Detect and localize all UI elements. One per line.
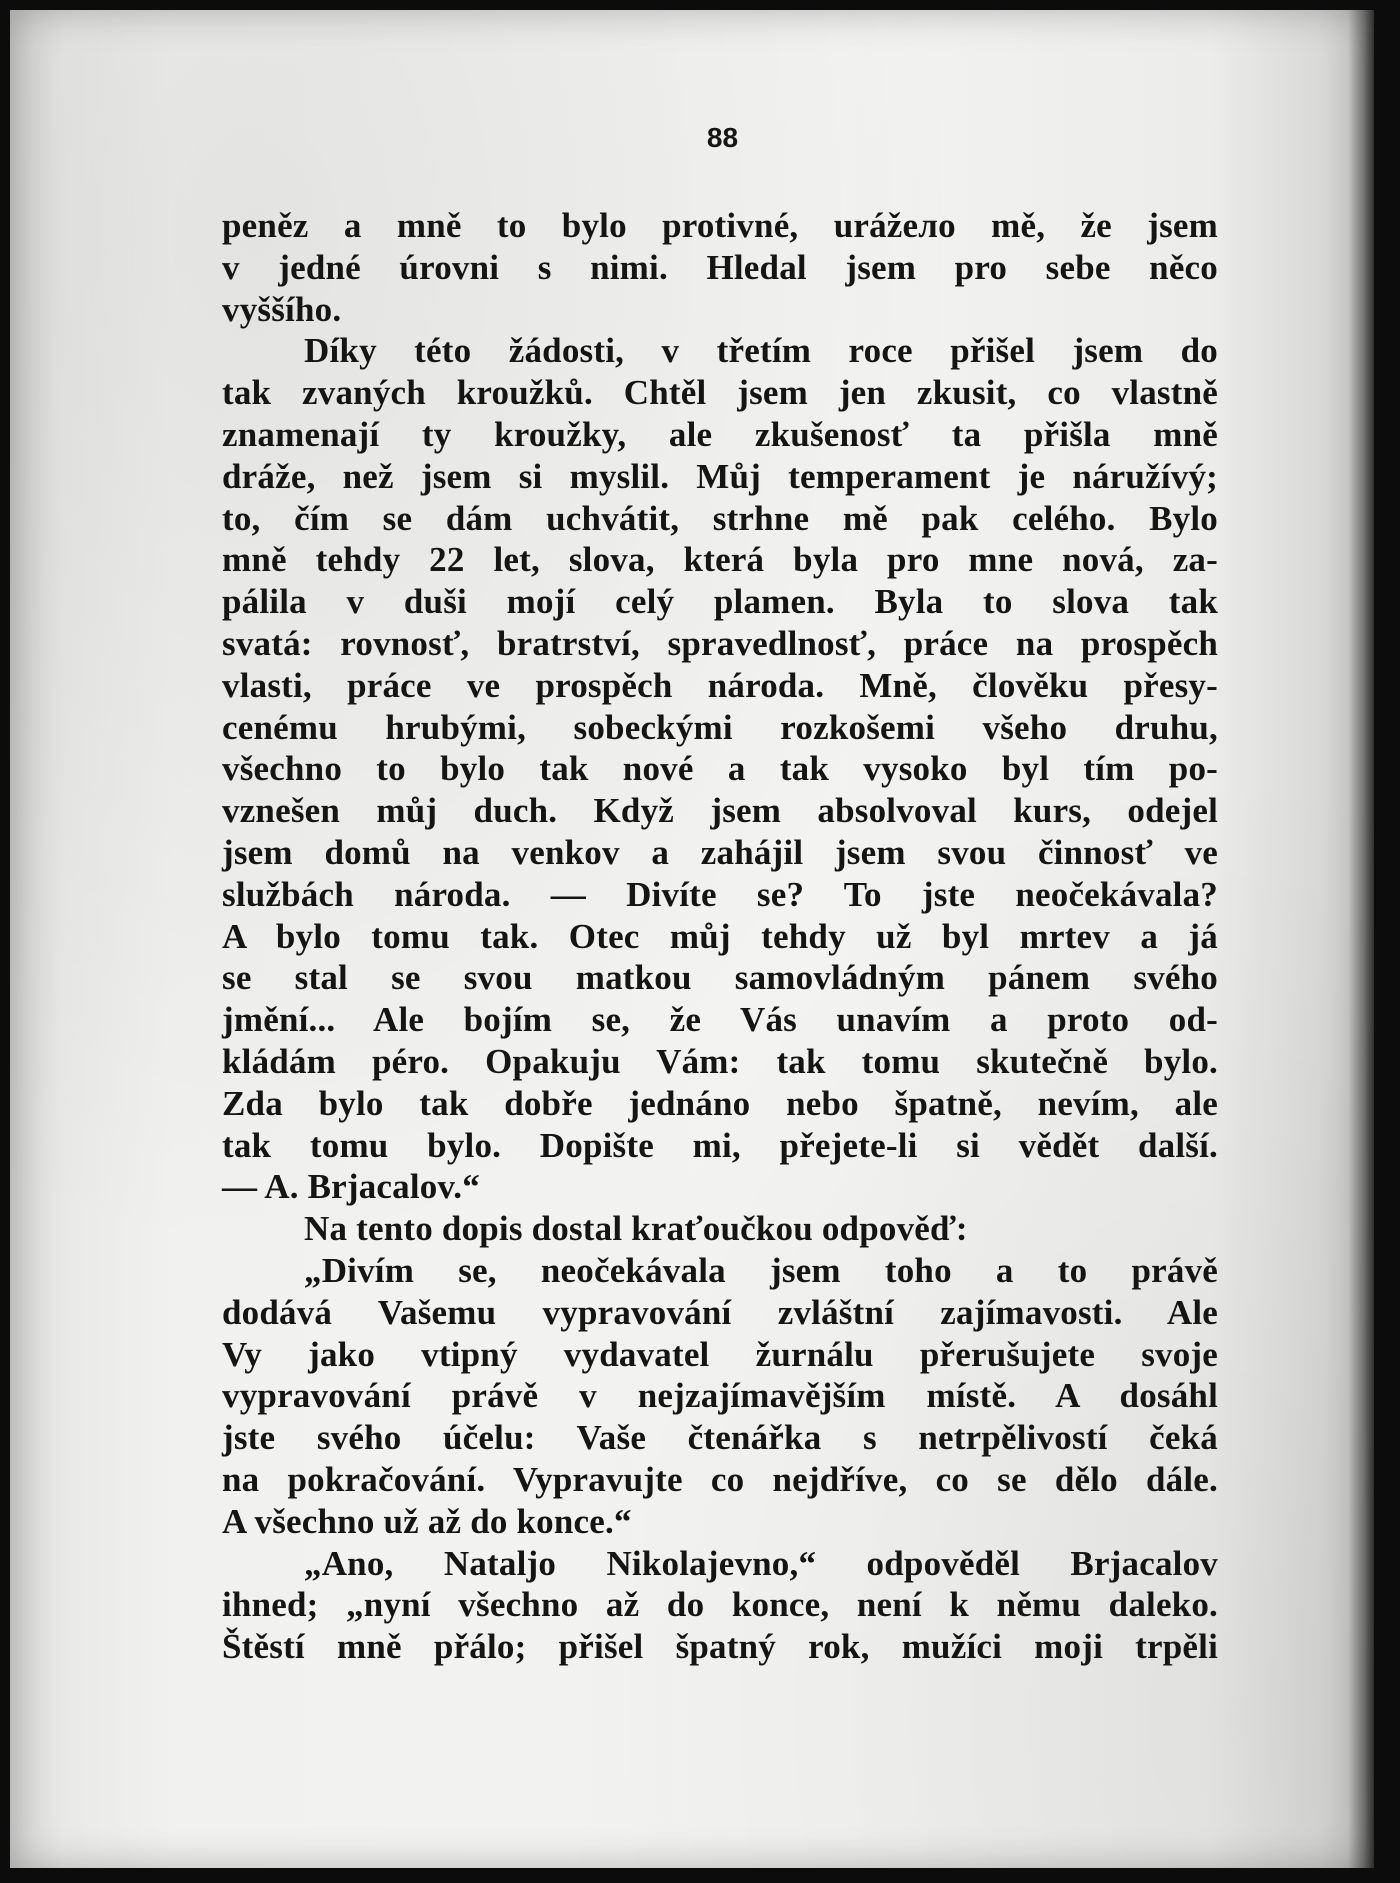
text-line: jste svého účelu: Vaše čtenářka s netrpělivostí čeká (222, 1418, 1218, 1458)
text-line: se stal se svou matkou samovládným pánem svého (222, 958, 1218, 998)
text-line: — A. Brjacalov.“ (222, 1167, 480, 1207)
text-line: na pokračování. Vypravujte co nejdříve, co se dělo dále. (222, 1459, 1218, 1499)
text-line: tak tomu bylo. Dopište mi, přejete-li si vědět další. (222, 1125, 1218, 1165)
text-line: pálila v duši mojí celý plamen. Byla to slova tak (222, 582, 1218, 622)
text-line: dráže, než jsem si myslil. Můj temperament je náružívý; (222, 456, 1218, 496)
text-line: v jedné úrovni s nimi. Hledal jsem pro sebe něco (222, 247, 1218, 287)
text-line: Vy jako vtipný vydavatel žurnálu přerušujete svoje (222, 1334, 1218, 1374)
text-line: jsem domů na venkov a zahájil jsem svou činnosť ve (222, 832, 1218, 872)
text-line: jmění... Ale bojím se, že Vás unavím a proto od- (222, 1000, 1218, 1040)
text-line: mně tehdy 22 let, slova, která byla pro mne nová, za- (222, 540, 1218, 580)
text-line: to, čím se dám uchvátit, strhne mě pak celého. Bylo (222, 498, 1218, 538)
text-line: cenému hrubými, sobeckými rozkošemi všeho druhu, (222, 707, 1218, 747)
text-line: ihned; „nyní všechno až do konce, není k němu daleko. (222, 1585, 1218, 1625)
text-line: svatá: rovnosť, bratrství, spravedlnosť, práce na prospěch (222, 623, 1218, 663)
text-line: „Ano, Nataljo Nikolajevno,“ odpověděl Brjacalov (304, 1543, 1218, 1583)
text-line: „Divím se, neočekávala jsem toho a to právě (304, 1250, 1218, 1290)
text-line: Díky této žádosti, v třetím roce přišel jsem do (304, 331, 1218, 371)
text-line: tak zvaných kroužků. Chtěl jsem jen zkusit, co vlastně (222, 373, 1218, 413)
text-line: Zda bylo tak dobře jednáno nebo špatně, nevím, ale (222, 1083, 1218, 1123)
text-line: Na tento dopis dostal kraťoučkou odpověď: (304, 1209, 968, 1249)
text-line: A všechno už až do konce.“ (222, 1501, 632, 1541)
text-line: vznešen můj duch. Když jsem absolvoval kurs, odejel (222, 791, 1218, 831)
text-line: vypravování právě v nejzajímavějším místě. A dosáhl (222, 1376, 1218, 1416)
text-line: znamenají ty kroužky, ale zkušenosť ta přišla mně (222, 414, 1218, 454)
page-number: 88 (706, 122, 739, 153)
text-line: vyššího. (222, 289, 342, 329)
text-line: všechno to bylo tak nové a tak vysoko byl tím po- (222, 749, 1218, 789)
spine-shadow (1348, 10, 1374, 1868)
text-line: Štěstí mně přálo; přišel špatný rok, mužíci moji trpěli (222, 1627, 1218, 1667)
body-text (222, 205, 1218, 1668)
text-line: službách národa. — Divíte se? To jste neočekávala? (222, 874, 1218, 914)
book-page (10, 10, 1374, 1868)
text-line: vlasti, práce ve prospěch národa. Mně, člověku přesy- (222, 665, 1218, 705)
text-line: A bylo tomu tak. Otec můj tehdy už byl mrtev a já (222, 916, 1218, 956)
text-line: peněz a mně to bylo protivné, urážело mě, že jsem (222, 206, 1218, 245)
text-line: dodává Vašemu vypravování zvláštní zajímavosti. Ale (222, 1292, 1218, 1332)
text-line: kládám péro. Opakuju Vám: tak tomu skutečně bylo. (222, 1041, 1218, 1081)
